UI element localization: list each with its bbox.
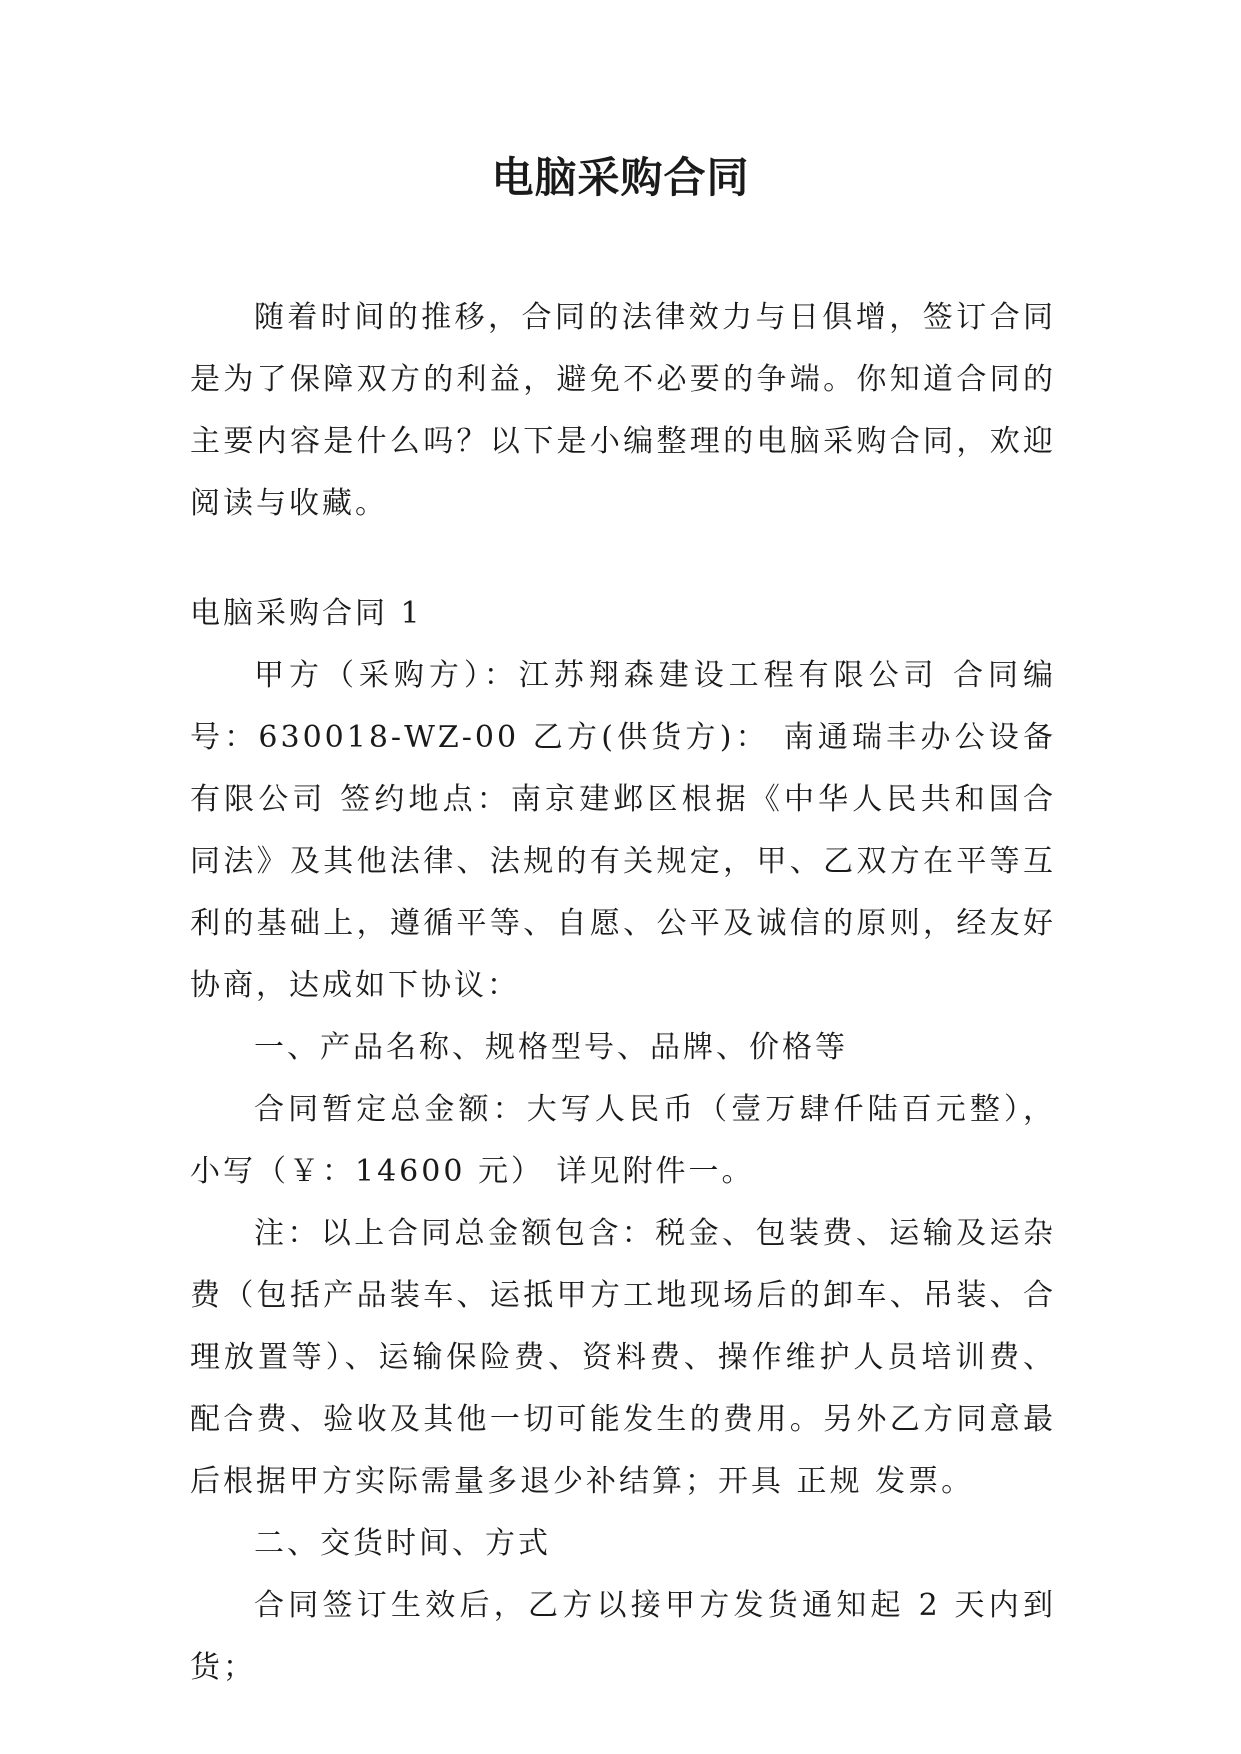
delivery-paragraph: 合同签订生效后，乙方以接甲方发货通知起 2 天内到货； xyxy=(190,1588,1056,1685)
document-title: 电脑采购合同 xyxy=(491,153,750,202)
parties-paragraph: 甲方（采购方）：江苏翔森建设工程有限公司 合同编号：630018-WZ-00 乙方(供货方)： 南通瑞丰办公设备有限公司 签约地点：南京建邺区根据《中华人民共和国合同法》及其他法律、法规的有关规定，甲、乙双方在平等互利的基础上，遵循平等、自愿、公平及诚信的原则，经友好协商，达成如下协议： xyxy=(190,658,1056,1003)
intro-block xyxy=(190,287,1056,535)
total-amount-paragraph: 合同暂定总金额：大写人民币（壹万肆仟陆百元整），小写（￥：14600 元） 详见附件一。 xyxy=(190,1092,1056,1189)
clause-heading-product: 一、产品名称、规格型号、品牌、价格等 xyxy=(254,1030,848,1065)
section-title: 电脑采购合同 1 xyxy=(190,596,423,631)
contract-section xyxy=(190,583,1056,1699)
note-paragraph: 注：以上合同总金额包含：税金、包装费、运输及运杂费（包括产品装车、运抵甲方工地现场后的卸车、吊装、合理放置等）、运输保险费、资料费、操作维护人员培训费、配合费、验收及其他一切可能发生的费用。另外乙方同意最后根据甲方实际需量多退少补结算；开具 正规 发票。 xyxy=(190,1216,1056,1499)
intro-paragraph: 随着时间的推移，合同的法律效力与日俱增，签订合同是为了保障双方的利益，避免不必要的争端。你知道合同的主要内容是什么吗？以下是小编整理的电脑采购合同，欢迎阅读与收藏。 xyxy=(190,300,1056,521)
clause-heading-delivery: 二、交货时间、方式 xyxy=(254,1526,551,1561)
